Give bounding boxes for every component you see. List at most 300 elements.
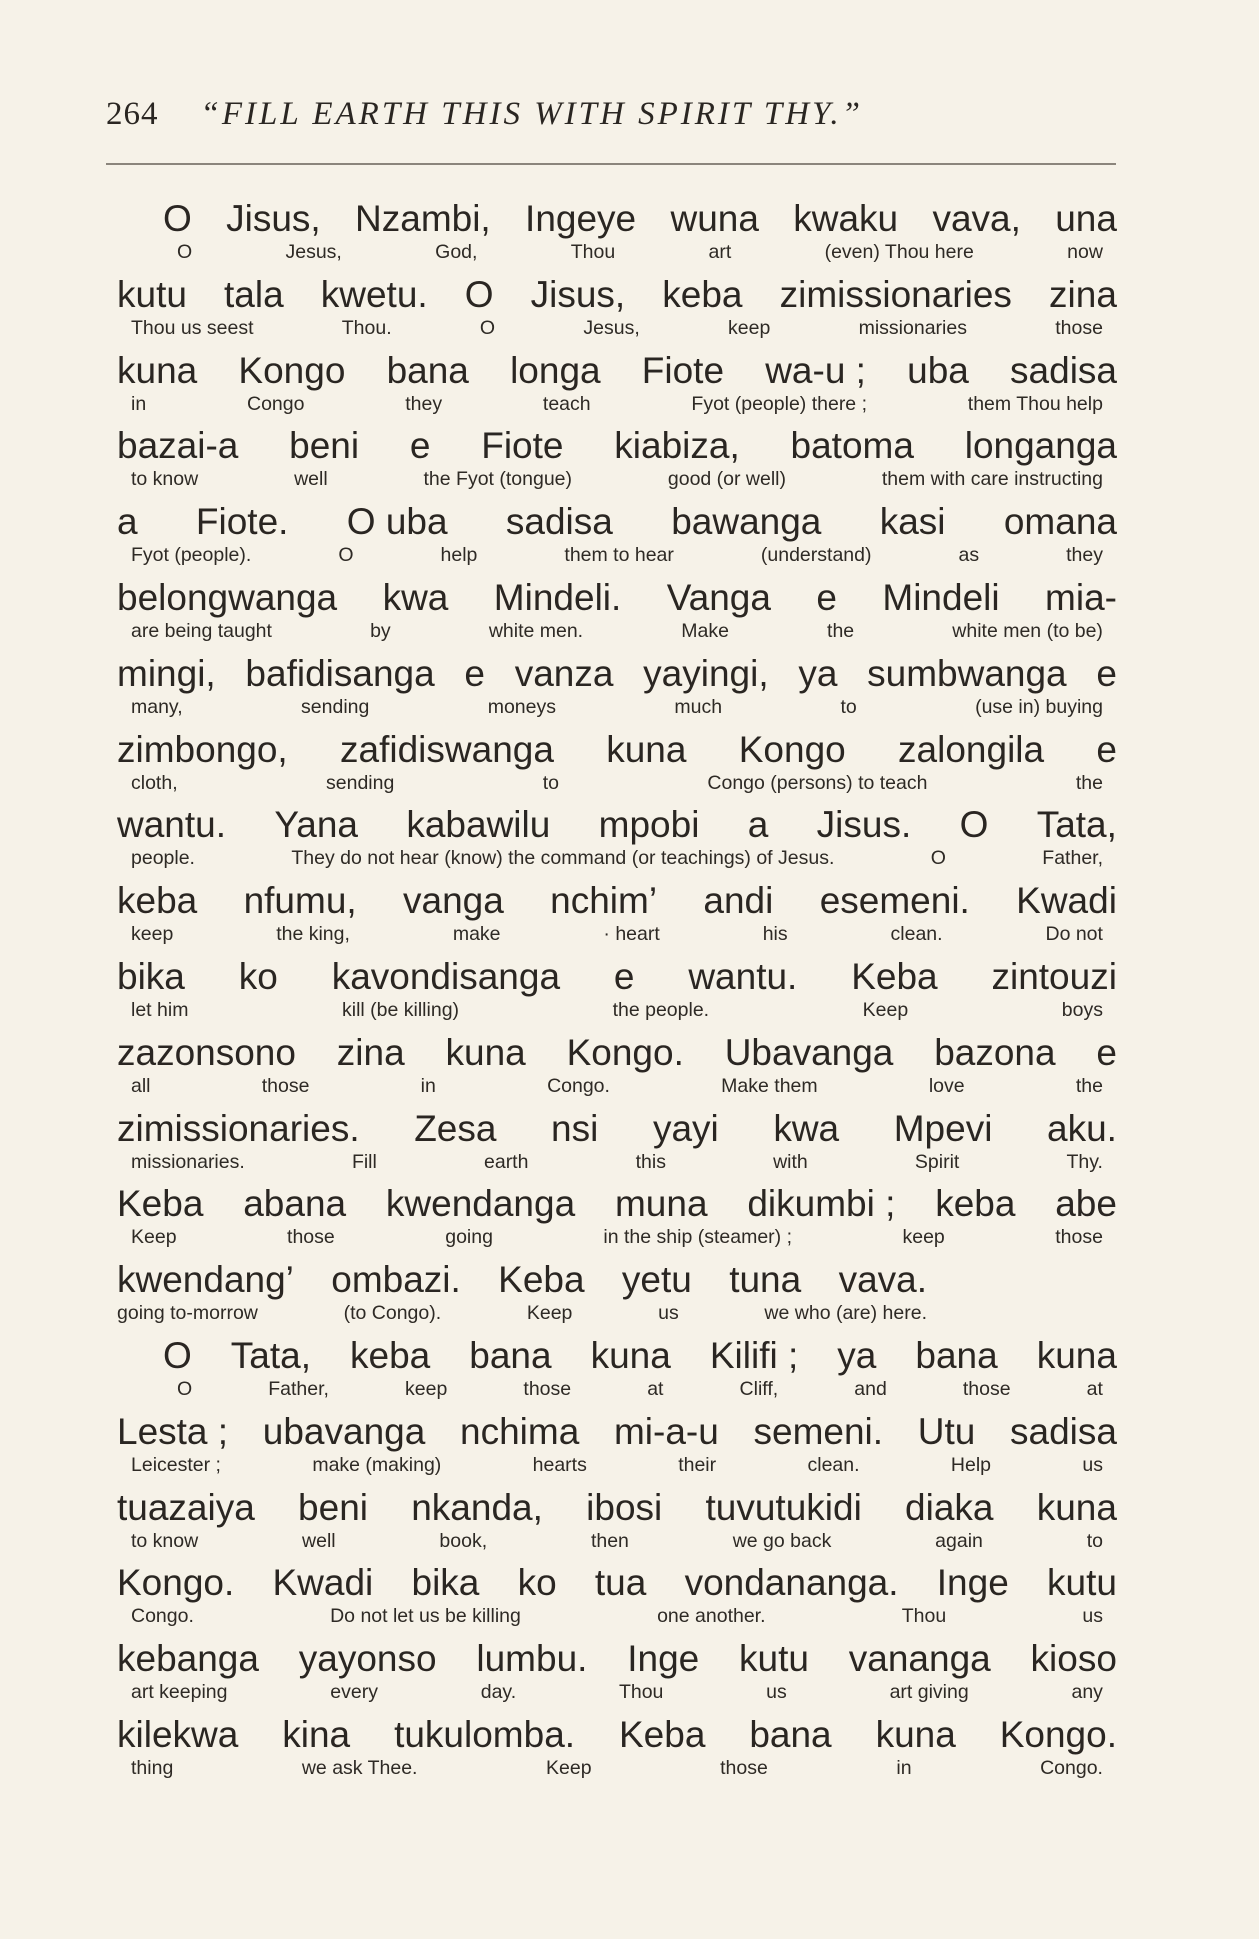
gloss-word: us	[1082, 1605, 1103, 1628]
gloss-word: Jesus,	[285, 241, 342, 263]
gloss-word: Fyot (people) there ;	[691, 392, 867, 415]
kongo-word: andi	[703, 880, 774, 922]
gloss-word: boys	[1061, 998, 1103, 1021]
kongo-word: kiabiza,	[614, 425, 740, 467]
kongo-word: ko	[238, 955, 278, 997]
kongo-word: bana	[749, 1713, 832, 1755]
english-gloss-line	[117, 467, 1117, 491]
gloss-word: sending	[301, 695, 370, 718]
kongo-word: Kongo.	[117, 1562, 235, 1604]
kongo-word: wuna	[670, 198, 759, 239]
gloss-word: now	[1067, 241, 1103, 263]
verse-line-pair	[117, 1714, 1117, 1790]
kongo-word: sadisa	[1010, 349, 1117, 391]
kongo-word: keba	[117, 880, 198, 922]
gloss-word: the	[1075, 1074, 1103, 1097]
kongo-word: tuvutukidi	[705, 1486, 862, 1528]
kongo-word: O	[163, 198, 192, 239]
kongo-word: kutu	[739, 1638, 809, 1680]
kongo-word: yayingi,	[643, 652, 769, 694]
kongo-word: uba	[907, 349, 969, 391]
kongo-text-line	[117, 425, 1117, 467]
gloss-word: them with care instructing	[881, 468, 1103, 491]
gloss-word: (understand)	[760, 544, 872, 567]
kongo-word: kasi	[879, 501, 946, 543]
kongo-text-line	[117, 880, 1117, 922]
kongo-word: tua	[594, 1562, 647, 1604]
kongo-word: kwetu.	[320, 273, 428, 315]
kongo-word: Mindeli.	[493, 576, 622, 618]
kongo-word: e	[409, 425, 431, 467]
english-gloss-line	[117, 1604, 1117, 1628]
verse-line-pair	[117, 956, 1117, 1032]
gloss-word: those	[1055, 1226, 1103, 1249]
kongo-word: kwaku	[793, 198, 899, 239]
kongo-word: nsi	[551, 1107, 599, 1149]
kongo-text-line	[163, 1335, 1117, 1377]
kongo-word: O	[464, 273, 494, 315]
kongo-word: e	[613, 955, 635, 997]
gloss-word: them Thou help	[967, 392, 1103, 415]
gloss-word: are being taught	[131, 619, 272, 642]
kongo-word: zimissionaries.	[117, 1107, 360, 1149]
gloss-word: sending	[326, 771, 395, 794]
kongo-word: kuna	[875, 1713, 956, 1755]
kongo-word: a	[747, 804, 769, 846]
gloss-word: Father,	[268, 1377, 329, 1400]
kongo-word: Ubavanga	[724, 1031, 894, 1073]
gloss-word: O	[479, 316, 496, 339]
english-gloss-line	[117, 1225, 1117, 1249]
gloss-word: Do not let us be killing	[330, 1605, 521, 1628]
kongo-text-line	[117, 350, 1117, 392]
verse-line-pair	[117, 1032, 1117, 1108]
gloss-word: God,	[435, 241, 478, 263]
gloss-word: and	[854, 1377, 887, 1400]
gloss-word: missionaries	[858, 316, 967, 339]
kongo-word: wantu.	[117, 804, 227, 846]
kongo-word: Zesa	[414, 1107, 497, 1149]
kongo-word: keba	[350, 1334, 431, 1376]
kongo-word: kutu	[1047, 1562, 1117, 1604]
kongo-word: nfumu,	[243, 880, 357, 922]
gloss-word: us	[1082, 1453, 1103, 1476]
kongo-word: abe	[1055, 1183, 1117, 1225]
english-gloss-line	[117, 392, 1117, 416]
gloss-word: going	[445, 1226, 493, 1249]
gloss-word: help	[440, 544, 478, 567]
gloss-word: to	[840, 695, 857, 718]
kongo-text-line	[117, 956, 1117, 998]
gloss-word: art	[708, 241, 732, 263]
kongo-word: e	[816, 576, 837, 618]
gloss-word: Thou	[570, 241, 616, 263]
kongo-word: bika	[411, 1562, 480, 1604]
gloss-word: thing	[131, 1756, 174, 1779]
kongo-word: zina	[1049, 273, 1117, 315]
gloss-word: cloth,	[131, 771, 178, 794]
gloss-word: let him	[131, 998, 189, 1021]
gloss-word: O	[177, 241, 193, 263]
gloss-word: we ask Thee.	[301, 1756, 418, 1779]
gloss-word: (even) Thou here	[824, 241, 974, 263]
kongo-word: tala	[224, 273, 284, 315]
kongo-word: diaka	[905, 1486, 994, 1528]
gloss-word: kill (be killing)	[342, 998, 460, 1021]
kongo-word: bana	[386, 349, 469, 391]
gloss-word: we who (are) here.	[764, 1302, 927, 1325]
kongo-word: e	[1096, 652, 1117, 694]
kongo-word: ya	[798, 652, 838, 694]
verse-line-pair	[117, 198, 1117, 274]
english-gloss-line	[117, 1453, 1117, 1477]
gloss-word: Keep	[862, 998, 909, 1021]
kongo-word: Tata,	[1036, 804, 1117, 846]
kongo-word: kwa	[382, 576, 449, 618]
kongo-word: Keba	[498, 1259, 585, 1301]
kongo-word: Kongo	[238, 349, 346, 391]
kongo-word: Nzambi,	[355, 198, 491, 239]
gloss-word: art keeping	[131, 1681, 228, 1704]
verse-line-pair	[117, 1108, 1117, 1184]
kongo-text-line	[117, 1183, 1117, 1225]
gloss-word: us	[658, 1302, 679, 1325]
kongo-word: yetu	[621, 1259, 692, 1301]
kongo-word: Kongo.	[999, 1713, 1117, 1755]
kongo-word: Utu	[917, 1410, 976, 1452]
verse-line-pair	[117, 653, 1117, 729]
kongo-word: longanga	[964, 425, 1117, 467]
kongo-word: bana	[915, 1334, 998, 1376]
gloss-word: their	[678, 1453, 717, 1476]
kongo-word: ko	[517, 1562, 557, 1604]
gloss-word: Thou	[901, 1605, 947, 1628]
english-gloss-line	[163, 1377, 1117, 1401]
verse-line-pair	[117, 577, 1117, 653]
verse-line-pair	[117, 425, 1117, 501]
gloss-word: they	[1066, 544, 1103, 567]
verse-line-pair	[117, 1411, 1117, 1487]
kongo-text-line	[117, 577, 1117, 619]
interlinear-text	[117, 198, 1117, 1790]
gloss-word: those	[720, 1756, 768, 1779]
verse-line-pair	[117, 1487, 1117, 1563]
gloss-word: clean.	[890, 923, 943, 946]
verse-line-pair	[117, 1335, 1117, 1411]
gloss-word: them to hear	[564, 544, 674, 567]
kongo-text-line	[163, 198, 1117, 240]
gloss-word: earth	[484, 1150, 529, 1173]
kongo-word: kina	[282, 1713, 351, 1755]
kongo-word: Jisus.	[816, 804, 912, 846]
gloss-word: in the ship (steamer) ;	[603, 1226, 792, 1249]
gloss-word: white men (to be)	[952, 619, 1103, 642]
kongo-word: ya	[837, 1334, 877, 1376]
gloss-word: they	[405, 392, 443, 415]
gloss-word: this	[635, 1150, 666, 1173]
gloss-word: Fyot (people).	[131, 544, 252, 567]
kongo-word: Keba	[618, 1713, 706, 1755]
gloss-word: people.	[131, 847, 195, 870]
kongo-word: bazona	[934, 1031, 1056, 1073]
kongo-word: Inge	[627, 1638, 700, 1680]
gloss-word: Keep	[546, 1756, 592, 1779]
english-gloss-line	[117, 1529, 1117, 1553]
page-header	[106, 96, 1116, 133]
kongo-word: zafidiswanga	[340, 728, 554, 770]
kongo-word: mia-	[1045, 576, 1117, 618]
kongo-word: beni	[298, 1486, 368, 1528]
gloss-word: teach	[542, 392, 591, 415]
gloss-word: Father,	[1042, 847, 1103, 870]
kongo-word: batoma	[790, 425, 914, 467]
gloss-word: well	[302, 1529, 336, 1552]
kongo-word: bika	[117, 955, 185, 997]
gloss-word: those	[1055, 316, 1103, 339]
kongo-word: O	[959, 804, 989, 846]
kongo-word: O	[163, 1334, 192, 1376]
gloss-word: make (making)	[312, 1453, 442, 1476]
gloss-word: again	[935, 1529, 983, 1552]
kongo-word: Inge	[936, 1562, 1009, 1604]
kongo-word: muna	[614, 1183, 708, 1225]
kongo-word: a	[117, 501, 138, 543]
kongo-word: kuna	[1036, 1486, 1117, 1528]
kongo-word: Kongo	[738, 728, 846, 770]
gloss-word: Thou	[618, 1681, 664, 1704]
english-gloss-line	[117, 1756, 1117, 1780]
kongo-word: yayi	[652, 1107, 719, 1149]
kongo-word: nchima	[460, 1410, 580, 1452]
gloss-word: art giving	[889, 1681, 969, 1704]
gloss-word: to know	[131, 1529, 199, 1552]
kongo-word: bana	[469, 1334, 552, 1376]
gloss-word: the people.	[612, 998, 710, 1021]
kongo-text-line	[117, 1108, 1117, 1150]
kongo-word: kuna	[606, 728, 687, 770]
gloss-word: many,	[131, 695, 183, 718]
kongo-word: Mindeli	[882, 576, 1000, 618]
header-rule	[106, 163, 1116, 165]
gloss-word: Cliff,	[739, 1377, 779, 1400]
gloss-word: keep	[405, 1377, 448, 1400]
kongo-word: tuazaiya	[117, 1486, 255, 1528]
kongo-word: e	[1096, 1031, 1117, 1073]
gloss-word: one another.	[657, 1605, 766, 1628]
english-gloss-line	[117, 619, 1117, 643]
gloss-word: O	[338, 544, 354, 567]
gloss-word: at	[647, 1377, 664, 1400]
gloss-word: any	[1071, 1681, 1103, 1704]
kongo-word: ombazi.	[331, 1259, 461, 1301]
gloss-word: · heart	[603, 923, 660, 946]
kongo-word: keba	[662, 273, 743, 315]
kongo-word: zalongila	[898, 728, 1045, 770]
kongo-text-line	[117, 1411, 1117, 1453]
kongo-word: Kwadi	[272, 1562, 374, 1604]
kongo-word: bafidisanga	[245, 652, 435, 694]
kongo-word: kuna	[445, 1031, 526, 1073]
verse-line-pair	[117, 501, 1117, 577]
verse-line-pair	[117, 1259, 1117, 1335]
english-gloss-line	[117, 316, 1117, 340]
gloss-word: book,	[439, 1529, 488, 1552]
kongo-word: Keba	[117, 1183, 204, 1225]
gloss-word: the	[1075, 771, 1103, 794]
gloss-word: all	[131, 1074, 151, 1097]
verse-line-pair	[117, 880, 1117, 956]
kongo-word: zimbongo,	[117, 728, 288, 770]
verse-line-pair	[117, 1183, 1117, 1259]
kongo-word: abana	[243, 1183, 347, 1225]
gloss-word: Keep	[526, 1302, 573, 1325]
kongo-word: kuna	[117, 349, 198, 391]
kongo-word: vanza	[514, 652, 614, 694]
gloss-word: those	[962, 1377, 1011, 1400]
english-gloss-line	[117, 922, 1117, 946]
english-gloss-line	[163, 240, 1117, 264]
kongo-word: vananga	[848, 1638, 991, 1680]
gloss-word: O	[177, 1377, 193, 1400]
kongo-word: Fiote	[481, 425, 564, 467]
gloss-word: as	[958, 544, 980, 567]
gloss-word: white men.	[488, 619, 584, 642]
kongo-word: Kwadi	[1016, 880, 1117, 922]
kongo-word: vava,	[932, 198, 1021, 239]
english-gloss-line	[117, 846, 1117, 870]
kongo-text-line	[117, 653, 1117, 695]
gloss-word: in	[896, 1756, 912, 1779]
kongo-word: kabawilu	[406, 804, 551, 846]
kongo-word: kilekwa	[117, 1713, 239, 1755]
kongo-word: bawanga	[671, 501, 822, 543]
gloss-word: make	[452, 923, 501, 946]
gloss-word: moneys	[487, 695, 556, 718]
verse-line-pair	[117, 350, 1117, 426]
kongo-word: wa-u ;	[765, 349, 866, 391]
kongo-word: kioso	[1030, 1638, 1117, 1680]
kongo-word: tukulomba.	[394, 1713, 576, 1755]
kongo-word: Fiote.	[195, 501, 289, 543]
gloss-word: every	[330, 1681, 378, 1704]
gloss-word: to know	[131, 468, 199, 491]
kongo-word: vava.	[838, 1259, 927, 1301]
kongo-word: Yana	[274, 804, 359, 846]
gloss-word: (use in) buying	[975, 695, 1103, 718]
gloss-word: his	[762, 923, 788, 946]
gloss-word: Congo (persons) to teach	[707, 771, 928, 794]
english-gloss-line	[117, 1301, 941, 1325]
kongo-word: lumbu.	[476, 1638, 588, 1680]
kongo-word: vondananga.	[684, 1562, 899, 1604]
page-number: 264	[106, 96, 159, 132]
kongo-text-line	[117, 501, 1117, 543]
gloss-word: Congo.	[131, 1605, 194, 1628]
gloss-word: at	[1086, 1377, 1103, 1400]
kongo-word: Kilifi ;	[709, 1334, 799, 1376]
kongo-word: O uba	[346, 501, 448, 543]
kongo-word: Vanga	[666, 576, 771, 618]
english-gloss-line	[117, 543, 1117, 567]
gloss-word: Spirit	[914, 1150, 960, 1173]
gloss-word: those	[261, 1074, 310, 1097]
gloss-word: Jesus,	[583, 316, 640, 339]
verse-line-pair	[117, 804, 1117, 880]
kongo-word: esemeni.	[819, 880, 970, 922]
kongo-word: yayonso	[298, 1638, 437, 1680]
kongo-word: sumbwanga	[867, 652, 1067, 694]
gloss-word: Congo.	[1040, 1756, 1103, 1779]
kongo-word: vanga	[403, 880, 504, 922]
gloss-word: good (or well)	[667, 468, 787, 491]
english-gloss-line	[117, 771, 1117, 795]
kongo-text-line	[117, 274, 1117, 316]
kongo-word: kavondisanga	[331, 955, 561, 997]
gloss-word: the Fyot (tongue)	[423, 468, 573, 491]
kongo-word: aku.	[1047, 1107, 1117, 1149]
gloss-word: to	[542, 771, 559, 794]
kongo-word: omana	[1003, 501, 1117, 543]
gloss-word: Congo	[246, 392, 305, 415]
kongo-word: mingi,	[117, 652, 216, 694]
kongo-text-line	[117, 729, 1117, 771]
kongo-word: belongwanga	[117, 576, 338, 618]
gloss-word: in	[420, 1074, 436, 1097]
kongo-word: keba	[935, 1183, 1016, 1225]
english-gloss-line	[117, 1074, 1117, 1098]
gloss-word: love	[928, 1074, 965, 1097]
gloss-word: keep	[131, 923, 174, 946]
kongo-word: sadisa	[1010, 1410, 1117, 1452]
kongo-word: Jisus,	[226, 198, 321, 239]
english-gloss-line	[117, 998, 1117, 1022]
gloss-word: day.	[480, 1681, 517, 1704]
kongo-word: sadisa	[505, 501, 613, 543]
gloss-word: Fill	[351, 1150, 377, 1173]
gloss-word: much	[674, 695, 723, 718]
gloss-word: They do not hear (know) the command (or teachings) of Jesus.	[291, 847, 835, 870]
kongo-word: Keba	[851, 955, 938, 997]
gloss-word: us	[766, 1681, 787, 1704]
kongo-word: kutu	[117, 273, 187, 315]
verse-line-pair	[117, 1638, 1117, 1714]
kongo-word: semeni.	[753, 1410, 884, 1452]
kongo-word: mi-a-u	[613, 1410, 719, 1452]
kongo-word: Mpevi	[893, 1107, 993, 1149]
kongo-text-line	[117, 1714, 1117, 1756]
gloss-word: Make	[681, 619, 729, 642]
gloss-word: those	[523, 1377, 572, 1400]
gloss-word: Thou.	[341, 316, 392, 339]
kongo-word: kebanga	[117, 1638, 259, 1680]
kongo-word: wantu.	[688, 955, 798, 997]
english-gloss-line	[117, 695, 1117, 719]
gloss-word: with	[773, 1150, 808, 1173]
kongo-word: longa	[510, 349, 601, 391]
english-gloss-line	[117, 1680, 1117, 1704]
gloss-word: O	[930, 847, 946, 870]
kongo-word: ibosi	[586, 1486, 663, 1528]
english-gloss-line	[117, 1150, 1117, 1174]
kongo-text-line	[117, 1032, 1117, 1074]
gloss-word: clean.	[807, 1453, 860, 1476]
kongo-word: mpobi	[598, 804, 700, 846]
kongo-word: bazai-a	[117, 425, 239, 467]
kongo-word: Fiote	[641, 349, 725, 391]
gloss-word: Thy.	[1066, 1150, 1103, 1173]
kongo-word: ubavanga	[262, 1410, 426, 1452]
kongo-text-line	[117, 1259, 927, 1301]
